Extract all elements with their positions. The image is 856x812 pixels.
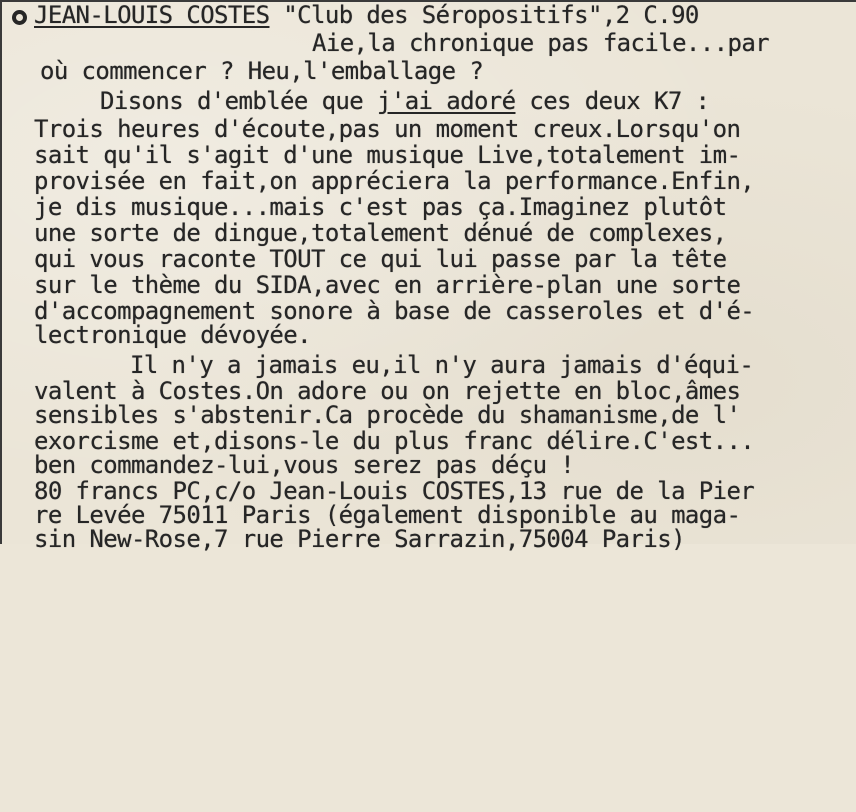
- text-line: d'accompagnement sonore à base de casseroles et d'é-: [34, 297, 755, 325]
- bullet-icon: [12, 10, 27, 25]
- text-line: Aie,la chronique pas facile...par: [312, 29, 770, 57]
- text-line: re Levée 75011 Paris (également disponible au maga-: [34, 501, 741, 529]
- artist-name: JEAN-LOUIS COSTES: [34, 1, 270, 29]
- text-line: provisée en fait,on appréciera la performance.Enfin,: [34, 167, 755, 195]
- heading-line: [34, 2, 699, 28]
- text-line: valent à Costes.On adore ou on rejette en bloc,âmes: [34, 377, 741, 405]
- text-line: une sorte de dingue,totalement dénué de complexes,: [34, 219, 727, 247]
- album-title: "Club des Séropositifs",2 C.90: [283, 1, 699, 29]
- text-fragment: ces deux K7 :: [515, 87, 710, 115]
- text-line: lectronique dévoyée.: [34, 321, 311, 349]
- text-line: sur le thème du SIDA,avec en arrière-plan une sorte: [34, 271, 741, 299]
- text-line: 80 francs PC,c/o Jean-Louis COSTES,13 rue de la Pier: [34, 477, 755, 505]
- text-line: sait qu'il s'agit d'une musique Live,totalement im-: [34, 141, 741, 169]
- text-line: ben commandez-lui,vous serez pas déçu !: [34, 451, 575, 479]
- text-line: qui vous raconte TOUT ce qui lui passe par la tête: [34, 245, 727, 273]
- text-line: Trois heures d'écoute,pas un moment creux.Lorsqu'on: [34, 115, 741, 143]
- text-line: sin New-Rose,7 rue Pierre Sarrazin,75004 Paris): [34, 525, 685, 553]
- text-line: exorcisme et,disons-le du plus franc délire.C'est...: [34, 427, 755, 455]
- text-line: je dis musique...mais c'est pas ça.Imaginez plutôt: [34, 193, 727, 221]
- text-line: Il n'y a jamais eu,il n'y aura jamais d'équi-: [130, 351, 754, 379]
- emphasis-underlined: j'ai adoré: [377, 87, 516, 115]
- text-fragment: Disons d'emblée que: [100, 87, 377, 115]
- text-line: sensibles s'abstenir.Ca procède du shamanisme,de l': [34, 401, 741, 429]
- text-line: où commencer ? Heu,l'emballage ?: [40, 57, 484, 85]
- text-line: [100, 88, 709, 114]
